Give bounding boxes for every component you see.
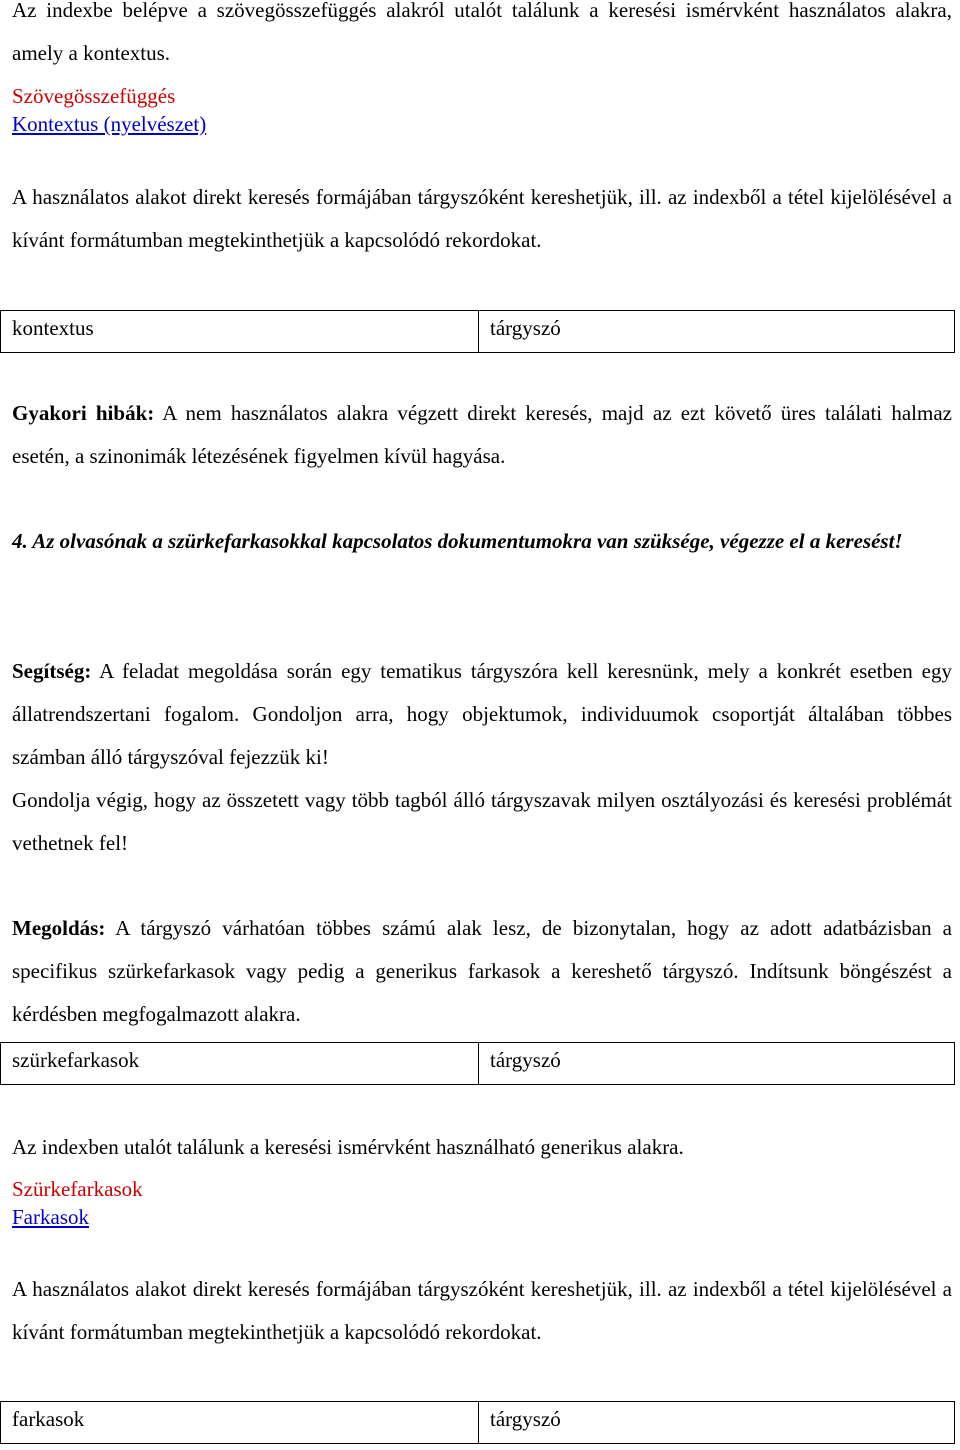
task-4-question: 4. Az olvasónak a szürkefarkasokkal kapcsolatos dokumentumokra van szüksége, végezze el a keresést! bbox=[12, 529, 903, 553]
referred-term: Szövegösszefüggés bbox=[12, 84, 176, 108]
index-type: tárgyszó bbox=[479, 311, 955, 353]
usage-paragraph-2: A használatos alakot direkt keresés formájában tárgyszóként kereshetjük, ill. az indexből a tétel kijelölésével a kívánt formátumban megtekinthetjük a kapcsolódó rekordokat. bbox=[12, 1277, 952, 1344]
index-table-1 bbox=[0, 310, 955, 353]
usage-paragraph-1: A használatos alakot direkt keresés formájában tárgyszóként kereshetjük, ill. az indexből a tétel kijelölésével a kívánt formátumban megtekinthetjük a kapcsolódó rekordokat. bbox=[12, 185, 952, 252]
index-link-farkasok[interactable]: Farkasok bbox=[12, 1205, 89, 1229]
index-note-paragraph: Az indexben utalót találunk a keresési ismérvként használható generikus alakra. bbox=[12, 1135, 684, 1159]
help-label: Segítség: bbox=[12, 659, 92, 683]
index-reference-2 bbox=[12, 1175, 952, 1231]
table-row[interactable] bbox=[1, 1043, 955, 1085]
index-term[interactable]: kontextus bbox=[1, 311, 479, 353]
index-reference-1 bbox=[12, 82, 952, 138]
referred-term: Szürkefarkasok bbox=[12, 1177, 143, 1201]
common-errors-paragraph bbox=[12, 392, 952, 478]
index-table-3 bbox=[0, 1401, 955, 1444]
index-link-kontextus[interactable]: Kontextus (nyelvészet) bbox=[12, 112, 207, 136]
index-term[interactable]: farkasok bbox=[1, 1402, 479, 1444]
common-errors-text: A nem használatos alakra végzett direkt keresés, majd az ezt követő üres találati halmaz esetén, a szinonimák létezésének figyelmen kívül hagyása. bbox=[12, 401, 952, 468]
solution-paragraph bbox=[12, 907, 952, 1036]
index-type: tárgyszó bbox=[479, 1402, 955, 1444]
help-text: A feladat megoldása során egy tematikus tárgyszóra kell keresnünk, mely a konkrét esetben egy állatrendszertani fogalom. Gondoljon arra, hogy objektumok, individuumok csoportját általában többes számban álló tárgyszóval fejezzük ki! bbox=[12, 659, 952, 769]
intro-paragraph: Az indexbe belépve a szövegösszefüggés alakról utalót találunk a keresési ismérvként használatos alakra, amely a kontextus. bbox=[12, 0, 952, 65]
index-table-2 bbox=[0, 1042, 955, 1085]
index-type: tárgyszó bbox=[479, 1043, 955, 1085]
common-errors-label: Gyakori hibák: bbox=[12, 401, 155, 425]
solution-label: Megoldás: bbox=[12, 916, 106, 940]
help-paragraph-2: Gondolja végig, hogy az összetett vagy több tagból álló tárgyszavak milyen osztályozási és keresési problémát vethetnek fel! bbox=[12, 788, 952, 855]
table-row[interactable] bbox=[1, 1402, 955, 1444]
index-term[interactable]: szürkefarkasok bbox=[1, 1043, 479, 1085]
solution-text: A tárgyszó várhatóan többes számú alak lesz, de bizonytalan, hogy az adott adatbázisban a specifikus szürkefarkasok vagy pedig a generikus farkasok a kereshető tárgyszó. Indítsunk böngészést a kérdésben megfogalmazott alakra. bbox=[12, 916, 952, 1026]
help-paragraph bbox=[12, 650, 952, 779]
table-row[interactable] bbox=[1, 311, 955, 353]
